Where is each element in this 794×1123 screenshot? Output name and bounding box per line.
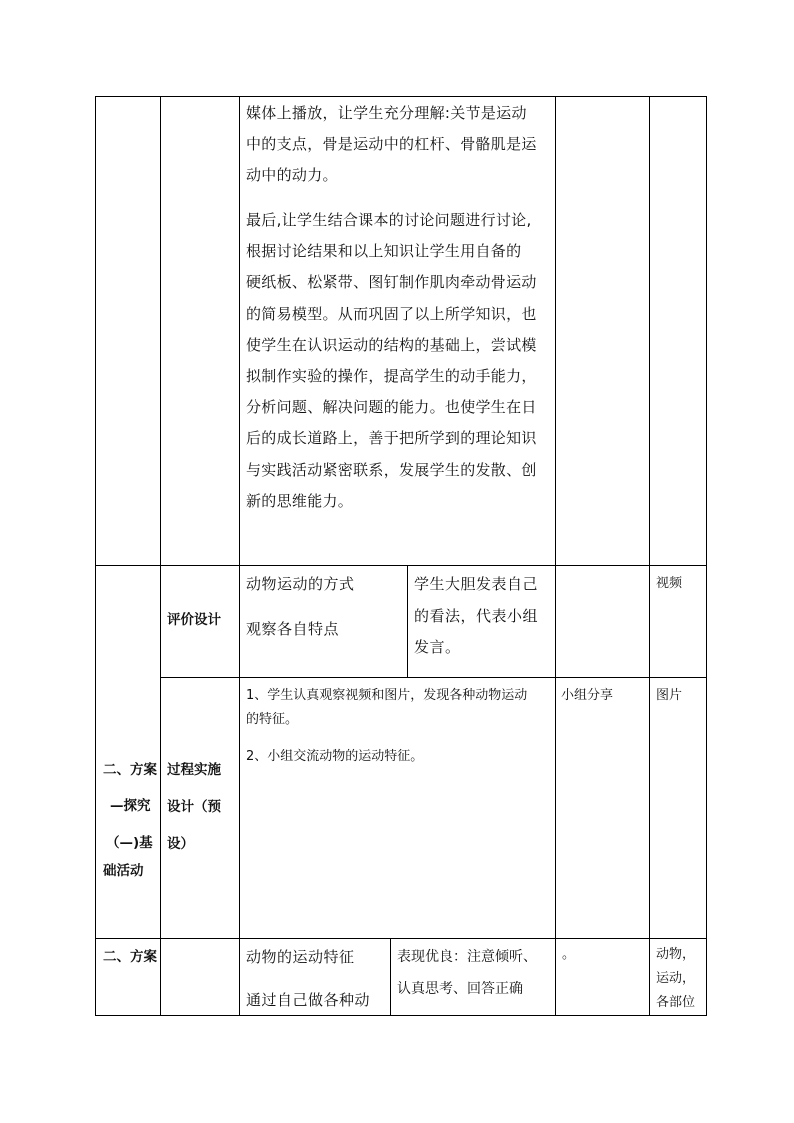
text-line: 拟制作实验的操作，提高学生的动手能力，: [246, 367, 537, 386]
eval-label: 评价设计: [167, 612, 221, 628]
text-line: 动中的动力。: [246, 166, 338, 185]
text-line: 根据讨论结果和以上知识让学生用自备的: [246, 242, 522, 261]
process-label-line: 设计（预: [167, 799, 221, 815]
process-label-line: 过程实施: [167, 762, 221, 778]
last-content-line: 通过自己做各种动: [246, 991, 371, 1009]
cell-paragraph-2: [246, 205, 552, 517]
last-content-line: 动物的运动特征: [246, 948, 355, 966]
border-top: [95, 96, 707, 97]
border-row3: [95, 938, 707, 939]
section-label-line: （—)基: [106, 835, 153, 851]
border-left: [95, 96, 96, 1016]
section-label-line: 础活动: [103, 863, 144, 879]
eval-criteria-line: 的看法，代表小组: [414, 607, 539, 625]
last-row-label: 二、方案: [103, 949, 157, 965]
border-right: [706, 96, 707, 1016]
border-col3b: [390, 938, 391, 1016]
border-col2: [239, 96, 240, 1016]
last-resource-line: 运动，: [656, 971, 696, 986]
border-row2: [161, 677, 707, 678]
border-col5: [649, 96, 650, 1016]
eval-content-line: 动物运动的方式: [246, 575, 355, 593]
text-line: 后的成长道路上，善于把所学到的理论知识: [246, 429, 537, 448]
text-line: 的简易模型。从而巩固了以上所学知识，也: [246, 304, 537, 323]
text-line: 新的思维能力。: [246, 491, 354, 510]
process-item-line: 1、学生认真观察视频和图片，发现各种动物运动: [246, 688, 528, 703]
process-resource: 图片: [656, 688, 683, 703]
text-line: 中的支点，骨是运动中的杠杆、骨骼肌是运: [246, 135, 537, 154]
last-resource-line: 动物，: [656, 947, 696, 962]
text-line: 使学生在认识运动的结构的基础上，尝试模: [246, 335, 537, 354]
last-criteria-line: 表现优良：注意倾听、: [397, 949, 537, 965]
text-line: 与实践活动紧密联系，发展学生的发散、创: [246, 460, 537, 479]
process-method: 小组分享: [561, 688, 614, 703]
last-criteria-line: 认真思考、回答正确: [397, 981, 523, 997]
eval-criteria-line: 学生大胆发表自己: [414, 575, 539, 593]
last-method: 。: [562, 947, 576, 962]
cell-paragraph-1: [246, 98, 552, 192]
section-label-line: —探究: [110, 798, 151, 814]
eval-content-line: 观察各自特点: [246, 620, 340, 638]
process-item-line: 的特征。: [246, 712, 299, 727]
section-label-line: 二、方案: [103, 762, 157, 778]
text-line: 硬纸板、松紧带、图钉制作肌肉牵动骨运动: [246, 273, 537, 292]
text-line: 最后,让学生结合课本的讨论问题进行讨论,: [246, 211, 532, 229]
border-row1: [95, 565, 707, 566]
text-line: 媒体上播放，让学生充分理解:关节是运动: [246, 104, 527, 122]
eval-criteria-line: 发言。: [414, 638, 461, 656]
process-label-line: 设）: [167, 836, 194, 852]
border-bottom: [95, 1015, 707, 1016]
process-item-line: 2、小组交流动物的运动特征。: [246, 749, 424, 764]
border-col1: [160, 96, 161, 1016]
text-line: 分析问题、解决问题的能力。也使学生在日: [246, 398, 537, 417]
last-resource-line: 各部位: [656, 995, 696, 1010]
border-col4: [555, 96, 556, 1016]
border-col3a: [407, 565, 408, 678]
eval-resource: 视频: [656, 576, 683, 591]
